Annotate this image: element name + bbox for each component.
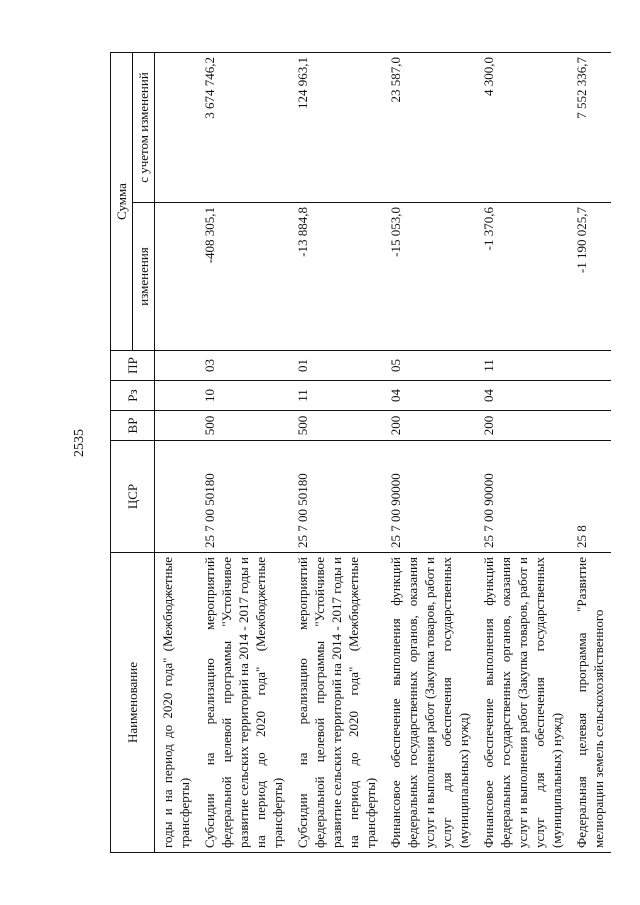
row-csr bbox=[155, 441, 198, 553]
row-pr bbox=[155, 351, 198, 381]
row-change: -13 884,8 bbox=[290, 203, 383, 351]
row-rz: 10 bbox=[197, 381, 290, 411]
row-change: -1 190 025,7 bbox=[569, 203, 611, 351]
row-name: годы и на период до 2020 года" (Межбюджетные трансферты) bbox=[155, 553, 198, 853]
row-csr: 25 7 00 90000 bbox=[476, 441, 569, 553]
table-row bbox=[476, 53, 569, 853]
row-total: 124 963,1 bbox=[290, 53, 383, 203]
row-name: Финансовое обеспечение выполнения функций федеральных государственных органов, оказания услуг и выполнения работ (Закупка товаров, работ и услуг для обеспечения государственных (муниципальных) нужд) bbox=[383, 553, 476, 853]
header-sum: Сумма bbox=[111, 53, 133, 351]
row-vr: 500 bbox=[197, 411, 290, 441]
row-change: -408 305,1 bbox=[197, 203, 290, 351]
table-row bbox=[569, 53, 611, 853]
row-csr: 25 7 00 90000 bbox=[383, 441, 476, 553]
header-row-top bbox=[111, 53, 133, 853]
row-total: 7 552 336,7 bbox=[569, 53, 611, 203]
row-rz bbox=[569, 381, 611, 411]
row-pr: 11 bbox=[476, 351, 569, 381]
row-change: -1 370,6 bbox=[476, 203, 569, 351]
table-row bbox=[155, 53, 198, 853]
row-rz: 11 bbox=[290, 381, 383, 411]
row-vr bbox=[569, 411, 611, 441]
header-with-changes: с учетом изменений bbox=[133, 53, 155, 203]
page-number: 2535 bbox=[72, 429, 87, 457]
header-name: Наименование bbox=[111, 553, 155, 853]
table-row bbox=[383, 53, 476, 853]
row-total: 4 300,0 bbox=[476, 53, 569, 203]
row-change bbox=[155, 203, 198, 351]
row-pr: 05 bbox=[383, 351, 476, 381]
row-rz bbox=[155, 381, 198, 411]
row-name: Финансовое обеспечение выполнения функций федеральных государственных органов, оказания услуг и выполнения работ (Закупка товаров, работ и услуг для обеспечения государственных (муниципальных) нужд) bbox=[476, 553, 569, 853]
row-pr: 01 bbox=[290, 351, 383, 381]
header-pr: ПР bbox=[111, 351, 155, 381]
row-vr: 200 bbox=[476, 411, 569, 441]
row-vr bbox=[155, 411, 198, 441]
row-rz: 04 bbox=[383, 381, 476, 411]
row-total bbox=[155, 53, 198, 203]
row-name: Субсидии на реализацию мероприятий федеральной целевой программы "Устойчивое развитие сельских территорий на 2014 - 2017 годы и на период до 2020 года" (Межбюджетные трансферты) bbox=[290, 553, 383, 853]
row-pr bbox=[569, 351, 611, 381]
budget-table bbox=[110, 52, 611, 853]
header-change: изменения bbox=[133, 203, 155, 351]
row-total: 3 674 746,2 bbox=[197, 53, 290, 203]
header-vr: ВР bbox=[111, 411, 155, 441]
table-row bbox=[197, 53, 290, 853]
table-row bbox=[290, 53, 383, 853]
row-name: Субсидии на реализацию мероприятий федеральной целевой программы "Устойчивое развитие сельских территорий на 2014 - 2017 годы и на период до 2020 года" (Межбюджетные трансферты) bbox=[197, 553, 290, 853]
row-vr: 500 bbox=[290, 411, 383, 441]
header-rz: Рз bbox=[111, 381, 155, 411]
row-csr: 25 7 00 50180 bbox=[290, 441, 383, 553]
header-csr: ЦСР bbox=[111, 441, 155, 553]
row-vr: 200 bbox=[383, 411, 476, 441]
row-csr: 25 8 bbox=[569, 441, 611, 553]
row-change: -15 053,0 bbox=[383, 203, 476, 351]
row-name: Федеральная целевая программа "Развитие мелиорации земель сельскохозяйственного bbox=[569, 553, 611, 853]
row-pr: 03 bbox=[197, 351, 290, 381]
row-rz: 04 bbox=[476, 381, 569, 411]
row-total: 23 587,0 bbox=[383, 53, 476, 203]
row-csr: 25 7 00 50180 bbox=[197, 441, 290, 553]
budget-sheet bbox=[110, 53, 606, 853]
